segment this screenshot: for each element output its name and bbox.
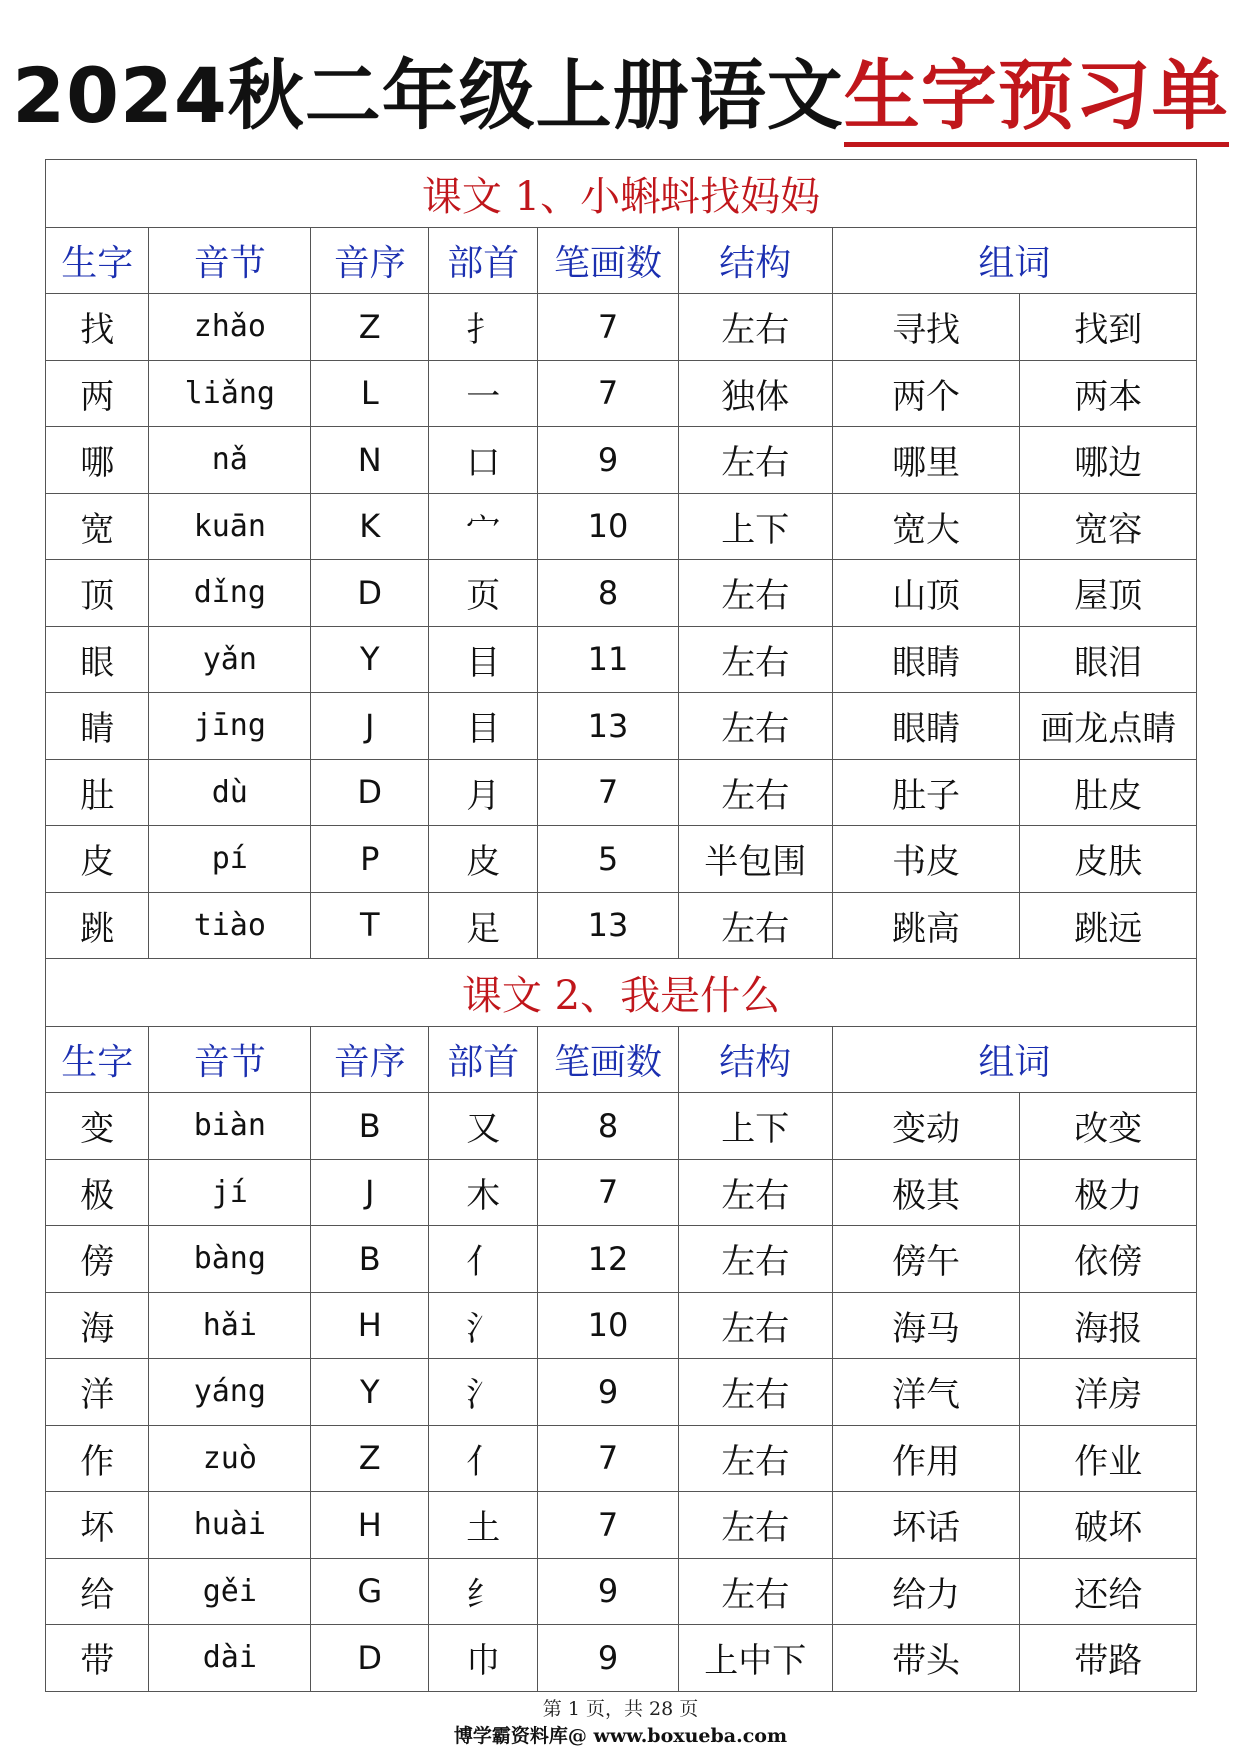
vocab-table-body [46, 160, 1197, 1692]
structure-cell: 左右 [678, 693, 832, 760]
title-main: 2024秋二年级上册语文 [12, 51, 844, 140]
header-order: 音序 [311, 228, 429, 294]
word2-cell: 极力 [1020, 1159, 1197, 1226]
pinyin-cell: tiào [149, 892, 311, 959]
table-row [46, 1093, 1197, 1160]
strokes-cell: 11 [538, 626, 678, 693]
radical-cell: 亻 [429, 1425, 538, 1492]
table-row [46, 892, 1197, 959]
strokes-cell: 8 [538, 1093, 678, 1160]
table-row [46, 360, 1197, 427]
header-structure: 结构 [678, 228, 832, 294]
char-cell: 两 [46, 360, 149, 427]
structure-cell: 左右 [678, 626, 832, 693]
strokes-cell: 7 [538, 1425, 678, 1492]
table-row [46, 1492, 1197, 1559]
word1-cell: 两个 [832, 360, 1020, 427]
order-cell: J [311, 693, 429, 760]
strokes-cell: 7 [538, 759, 678, 826]
table-row [46, 294, 1197, 361]
order-cell: Z [311, 1425, 429, 1492]
header-row [46, 228, 1197, 294]
word1-cell: 哪里 [832, 427, 1020, 494]
char-cell: 带 [46, 1625, 149, 1692]
radical-cell: 目 [429, 693, 538, 760]
structure-cell: 左右 [678, 1558, 832, 1625]
table-row [46, 626, 1197, 693]
structure-cell: 左右 [678, 892, 832, 959]
structure-cell: 左右 [678, 427, 832, 494]
word1-cell: 作用 [832, 1425, 1020, 1492]
word1-cell: 海马 [832, 1292, 1020, 1359]
pinyin-cell: yáng [149, 1359, 311, 1426]
radical-cell: 皮 [429, 826, 538, 893]
order-cell: H [311, 1492, 429, 1559]
word2-cell: 依傍 [1020, 1226, 1197, 1293]
structure-cell: 左右 [678, 1492, 832, 1559]
pinyin-cell: jí [149, 1159, 311, 1226]
header-order: 音序 [311, 1027, 429, 1093]
radical-cell: 木 [429, 1159, 538, 1226]
char-cell: 洋 [46, 1359, 149, 1426]
strokes-cell: 7 [538, 1159, 678, 1226]
order-cell: H [311, 1292, 429, 1359]
strokes-cell: 7 [538, 1492, 678, 1559]
strokes-cell: 12 [538, 1226, 678, 1293]
table-row [46, 1159, 1197, 1226]
word2-cell: 皮肤 [1020, 826, 1197, 893]
order-cell: L [311, 360, 429, 427]
char-cell: 眼 [46, 626, 149, 693]
strokes-cell: 10 [538, 1292, 678, 1359]
word2-cell: 眼泪 [1020, 626, 1197, 693]
pinyin-cell: dù [149, 759, 311, 826]
header-strokes: 笔画数 [538, 228, 678, 294]
word1-cell: 山顶 [832, 560, 1020, 627]
char-cell: 找 [46, 294, 149, 361]
site-watermark: 博学霸资料库@ www.boxueba.com [453, 1725, 788, 1747]
header-radical: 部首 [429, 228, 538, 294]
order-cell: J [311, 1159, 429, 1226]
radical-cell: 氵 [429, 1359, 538, 1426]
strokes-cell: 13 [538, 693, 678, 760]
table-row [46, 560, 1197, 627]
table-row [46, 693, 1197, 760]
page-number: 第 1 页，共 28 页 [542, 1698, 699, 1720]
title-highlight: 生字预习单 [844, 51, 1229, 147]
strokes-cell: 9 [538, 1359, 678, 1426]
radical-cell: 一 [429, 360, 538, 427]
structure-cell: 半包围 [678, 826, 832, 893]
strokes-cell: 7 [538, 360, 678, 427]
word1-cell: 肚子 [832, 759, 1020, 826]
word1-cell: 傍午 [832, 1226, 1020, 1293]
char-cell: 极 [46, 1159, 149, 1226]
table-row [46, 1558, 1197, 1625]
table-row [46, 1226, 1197, 1293]
section-title: 课文 2、我是什么 [46, 959, 1197, 1027]
word1-cell: 给力 [832, 1558, 1020, 1625]
radical-cell: 月 [429, 759, 538, 826]
strokes-cell: 9 [538, 1558, 678, 1625]
pinyin-cell: dài [149, 1625, 311, 1692]
structure-cell: 左右 [678, 1292, 832, 1359]
word2-cell: 海报 [1020, 1292, 1197, 1359]
table-row [46, 427, 1197, 494]
word2-cell: 宽容 [1020, 493, 1197, 560]
word1-cell: 眼睛 [832, 693, 1020, 760]
table-row [46, 493, 1197, 560]
vocab-table [45, 159, 1197, 1692]
char-cell: 跳 [46, 892, 149, 959]
word2-cell: 找到 [1020, 294, 1197, 361]
word2-cell: 两本 [1020, 360, 1197, 427]
radical-cell: 氵 [429, 1292, 538, 1359]
radical-cell: 宀 [429, 493, 538, 560]
order-cell: T [311, 892, 429, 959]
order-cell: D [311, 560, 429, 627]
strokes-cell: 8 [538, 560, 678, 627]
radical-cell: 口 [429, 427, 538, 494]
structure-cell: 独体 [678, 360, 832, 427]
word1-cell: 宽大 [832, 493, 1020, 560]
structure-cell: 上下 [678, 1093, 832, 1160]
structure-cell: 左右 [678, 560, 832, 627]
table-row [46, 1425, 1197, 1492]
word1-cell: 书皮 [832, 826, 1020, 893]
radical-cell: 亻 [429, 1226, 538, 1293]
word1-cell: 带头 [832, 1625, 1020, 1692]
pinyin-cell: biàn [149, 1093, 311, 1160]
word1-cell: 眼睛 [832, 626, 1020, 693]
structure-cell: 左右 [678, 1159, 832, 1226]
word1-cell: 寻找 [832, 294, 1020, 361]
strokes-cell: 5 [538, 826, 678, 893]
word2-cell: 带路 [1020, 1625, 1197, 1692]
word2-cell: 改变 [1020, 1093, 1197, 1160]
radical-cell: 纟 [429, 1558, 538, 1625]
char-cell: 哪 [46, 427, 149, 494]
char-cell: 皮 [46, 826, 149, 893]
radical-cell: 又 [429, 1093, 538, 1160]
radical-cell: 目 [429, 626, 538, 693]
table-row [46, 1359, 1197, 1426]
word1-cell: 变动 [832, 1093, 1020, 1160]
pinyin-cell: gěi [149, 1558, 311, 1625]
radical-cell: 土 [429, 1492, 538, 1559]
pinyin-cell: kuān [149, 493, 311, 560]
word1-cell: 跳高 [832, 892, 1020, 959]
word2-cell: 作业 [1020, 1425, 1197, 1492]
structure-cell: 左右 [678, 1425, 832, 1492]
char-cell: 傍 [46, 1226, 149, 1293]
radical-cell: 巾 [429, 1625, 538, 1692]
pinyin-cell: nǎ [149, 427, 311, 494]
table-row [46, 1625, 1197, 1692]
pinyin-cell: liǎng [149, 360, 311, 427]
char-cell: 变 [46, 1093, 149, 1160]
header-char: 生字 [46, 1027, 149, 1093]
word2-cell: 屋顶 [1020, 560, 1197, 627]
pinyin-cell: huài [149, 1492, 311, 1559]
radical-cell: 扌 [429, 294, 538, 361]
order-cell: Y [311, 626, 429, 693]
structure-cell: 上中下 [678, 1625, 832, 1692]
table-row [46, 759, 1197, 826]
word1-cell: 坏话 [832, 1492, 1020, 1559]
structure-cell: 上下 [678, 493, 832, 560]
word2-cell: 哪边 [1020, 427, 1197, 494]
char-cell: 作 [46, 1425, 149, 1492]
pinyin-cell: pí [149, 826, 311, 893]
header-strokes: 笔画数 [538, 1027, 678, 1093]
pinyin-cell: zuò [149, 1425, 311, 1492]
order-cell: K [311, 493, 429, 560]
pinyin-cell: dǐng [149, 560, 311, 627]
pinyin-cell: hǎi [149, 1292, 311, 1359]
strokes-cell: 10 [538, 493, 678, 560]
header-words: 组词 [832, 228, 1196, 294]
section-title: 课文 1、小蝌蚪找妈妈 [46, 160, 1197, 228]
table-row [46, 826, 1197, 893]
order-cell: D [311, 759, 429, 826]
header-words: 组词 [832, 1027, 1196, 1093]
pinyin-cell: zhǎo [149, 294, 311, 361]
order-cell: G [311, 1558, 429, 1625]
header-radical: 部首 [429, 1027, 538, 1093]
structure-cell: 左右 [678, 294, 832, 361]
radical-cell: 足 [429, 892, 538, 959]
structure-cell: 左右 [678, 1226, 832, 1293]
strokes-cell: 7 [538, 294, 678, 361]
order-cell: Z [311, 294, 429, 361]
structure-cell: 左右 [678, 759, 832, 826]
order-cell: D [311, 1625, 429, 1692]
word1-cell: 洋气 [832, 1359, 1020, 1426]
order-cell: B [311, 1226, 429, 1293]
header-row [46, 1027, 1197, 1093]
strokes-cell: 9 [538, 427, 678, 494]
header-pinyin: 音节 [149, 228, 311, 294]
strokes-cell: 9 [538, 1625, 678, 1692]
char-cell: 坏 [46, 1492, 149, 1559]
char-cell: 海 [46, 1292, 149, 1359]
table-row [46, 1292, 1197, 1359]
word2-cell: 还给 [1020, 1558, 1197, 1625]
pinyin-cell: bàng [149, 1226, 311, 1293]
word2-cell: 破坏 [1020, 1492, 1197, 1559]
header-structure: 结构 [678, 1027, 832, 1093]
char-cell: 睛 [46, 693, 149, 760]
word2-cell: 肚皮 [1020, 759, 1197, 826]
section-title-row [46, 160, 1197, 228]
char-cell: 肚 [46, 759, 149, 826]
header-pinyin: 音节 [149, 1027, 311, 1093]
order-cell: P [311, 826, 429, 893]
pinyin-cell: yǎn [149, 626, 311, 693]
strokes-cell: 13 [538, 892, 678, 959]
char-cell: 顶 [46, 560, 149, 627]
char-cell: 给 [46, 1558, 149, 1625]
section-title-row [46, 959, 1197, 1027]
page-title [0, 48, 1241, 144]
word2-cell: 画龙点睛 [1020, 693, 1197, 760]
word2-cell: 跳远 [1020, 892, 1197, 959]
char-cell: 宽 [46, 493, 149, 560]
pinyin-cell: jīng [149, 693, 311, 760]
structure-cell: 左右 [678, 1359, 832, 1426]
word2-cell: 洋房 [1020, 1359, 1197, 1426]
order-cell: B [311, 1093, 429, 1160]
radical-cell: 页 [429, 560, 538, 627]
word1-cell: 极其 [832, 1159, 1020, 1226]
order-cell: N [311, 427, 429, 494]
header-char: 生字 [46, 228, 149, 294]
order-cell: Y [311, 1359, 429, 1426]
